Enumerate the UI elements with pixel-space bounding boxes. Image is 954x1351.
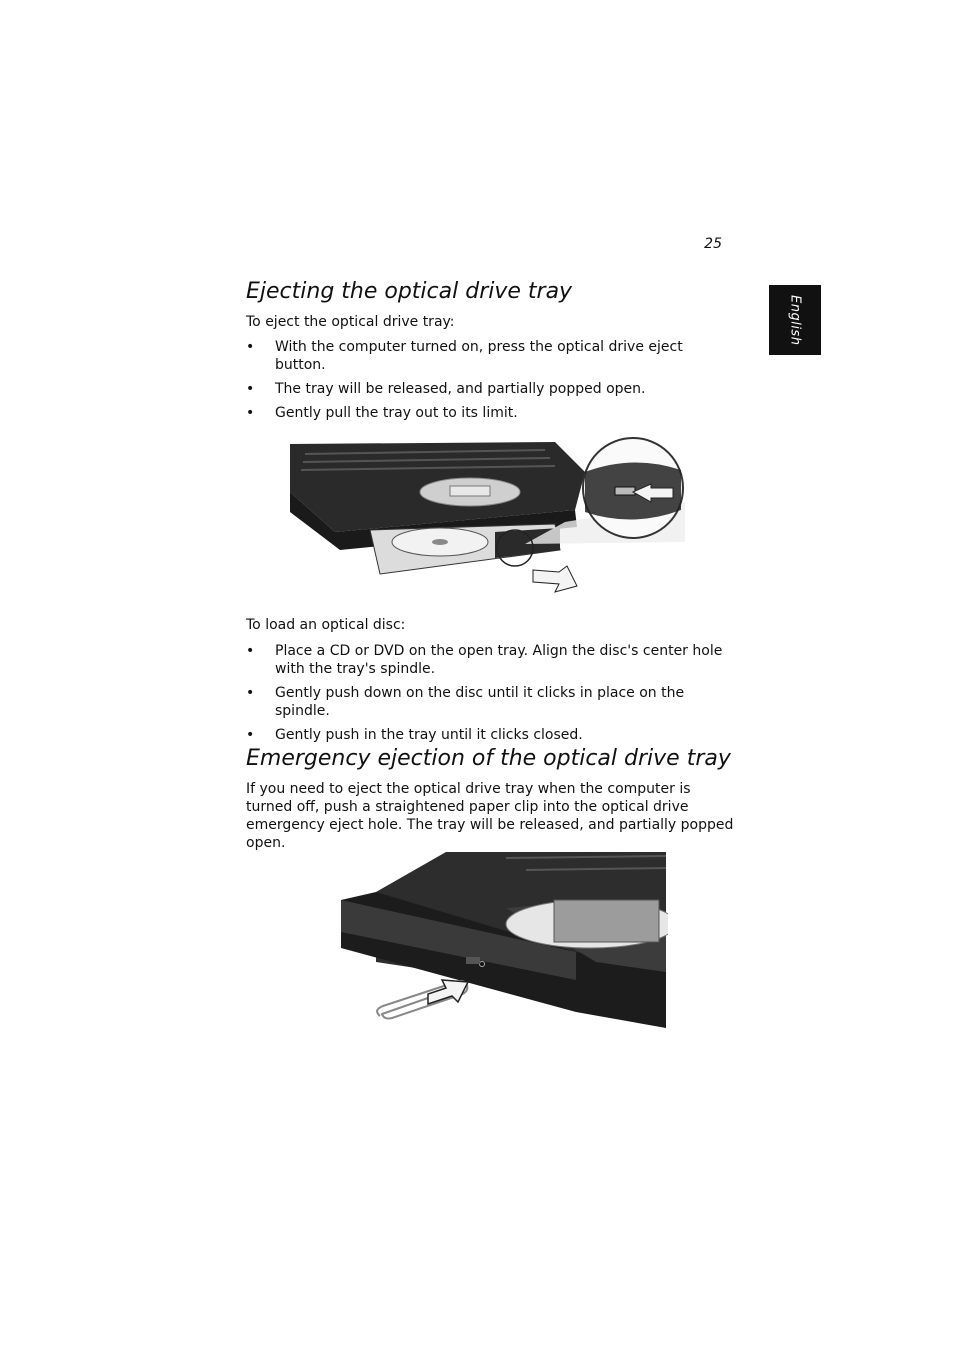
section-heading-ejecting: Ejecting the optical drive tray <box>246 279 573 304</box>
emergency-paragraph: If you need to eject the optical drive tray when the computer is turned off, push a straightened paper clip into the optical drive emergency eject hole. The tray will be released, and partially popped open. <box>246 781 734 851</box>
eject-button <box>466 957 480 964</box>
page-number: 25 <box>704 236 722 252</box>
section-heading-emergency: Emergency ejection of the optical drive tray <box>246 746 731 771</box>
insert-arrow-icon <box>428 980 468 1004</box>
pull-arrow-icon <box>533 566 577 592</box>
eject-intro: To eject the optical drive tray: <box>246 314 455 330</box>
emergency-eject-illustration <box>336 852 668 1030</box>
list-item: • With the computer turned on, press the optical drive eject button. <box>246 338 736 374</box>
list-item: • Gently push in the tray until it clicks closed. <box>246 726 736 744</box>
list-item: • Place a CD or DVD on the open tray. Align the disc's center hole with the tray's spindle. <box>246 642 736 678</box>
eject-steps-list <box>246 338 736 428</box>
load-intro: To load an optical disc: <box>246 617 406 633</box>
touchpad <box>554 900 659 942</box>
list-item: • The tray will be released, and partially popped open. <box>246 380 736 398</box>
language-tab-label: English <box>787 294 803 346</box>
language-tab <box>769 285 821 355</box>
load-steps-list <box>246 642 736 750</box>
drive-tray-eject-illustration <box>255 432 715 602</box>
list-item: • Gently pull the tray out to its limit. <box>246 404 736 422</box>
emergency-eject-hole <box>480 962 485 967</box>
list-item: • Gently push down on the disc until it clicks in place on the spindle. <box>246 684 736 720</box>
